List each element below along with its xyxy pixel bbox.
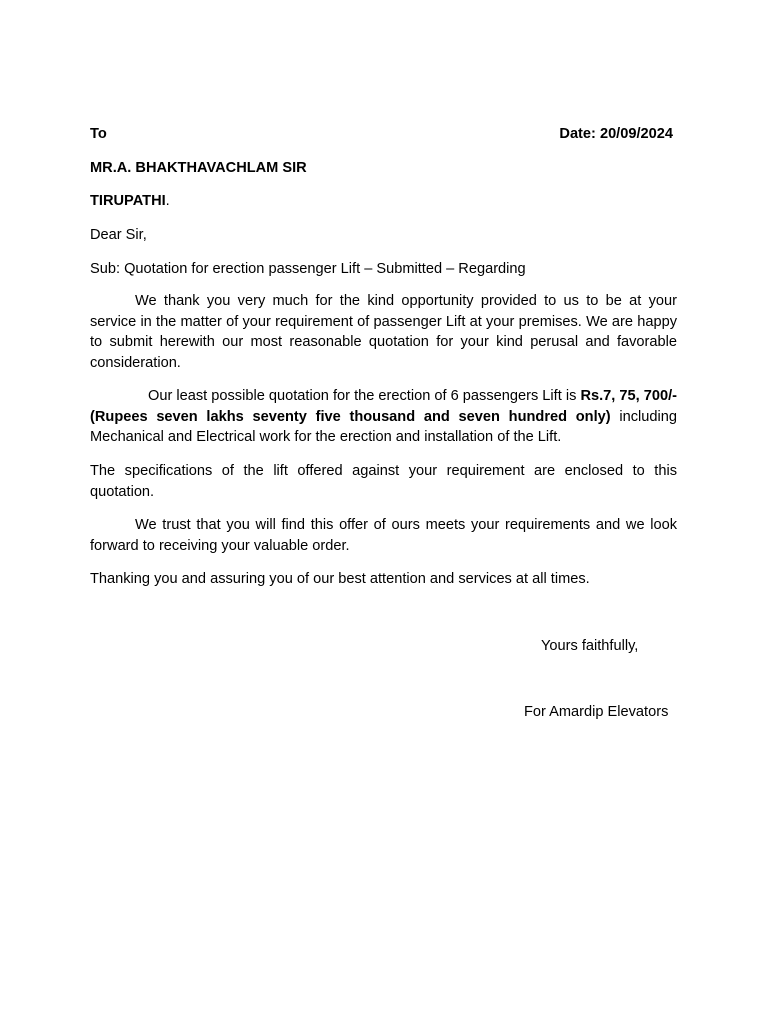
recipient-city: TIRUPATHI [90,193,166,209]
quotation-lead: Our least possible quotation for the erection of 6 passengers Lift is [148,388,581,404]
paragraph-specifications: The specifications of the lift offered against your requirement are enclosed to this quotation. [90,463,677,500]
quotation-tail: including Mechanical and Electrical work for the erection and installation of the Lift. [90,408,677,446]
letter-date: Date: 20/09/2024 [559,126,673,142]
paragraph-thanking: Thanking you and assuring you of our best attention and services at all times. [90,571,590,587]
signatory: For Amardip Elevators [524,704,669,720]
recipient-name: MR.A. BHAKTHAVACHLAM SIR [90,160,307,176]
recipient-city-punct: . [165,193,170,209]
closing: Yours faithfully, [541,638,639,654]
paragraph-trust: We trust that you will find this offer of ours meets your requirements and we look forward to receiving your valuable order. [90,517,677,554]
quotation-amount: Rs.7, 75, 700/- (Rupees seven lakhs seventy five thousand and seven hundred only) [90,388,677,425]
subject-line: Sub: Quotation for erection passenger Lift – Submitted – Regarding [90,261,526,277]
salutation: Dear Sir, [90,227,147,243]
paragraph-quotation [90,386,677,448]
recipient-city-line [90,191,170,211]
to-label: To [90,126,107,142]
paragraph-thanks: We thank you very much for the kind opportunity provided to us to be at your service in the matter of your requirement of passenger Lift at your premises. We are happy to submit herewith our most reasonable quotation for your kind perusal and favorable consideration. [90,293,677,371]
